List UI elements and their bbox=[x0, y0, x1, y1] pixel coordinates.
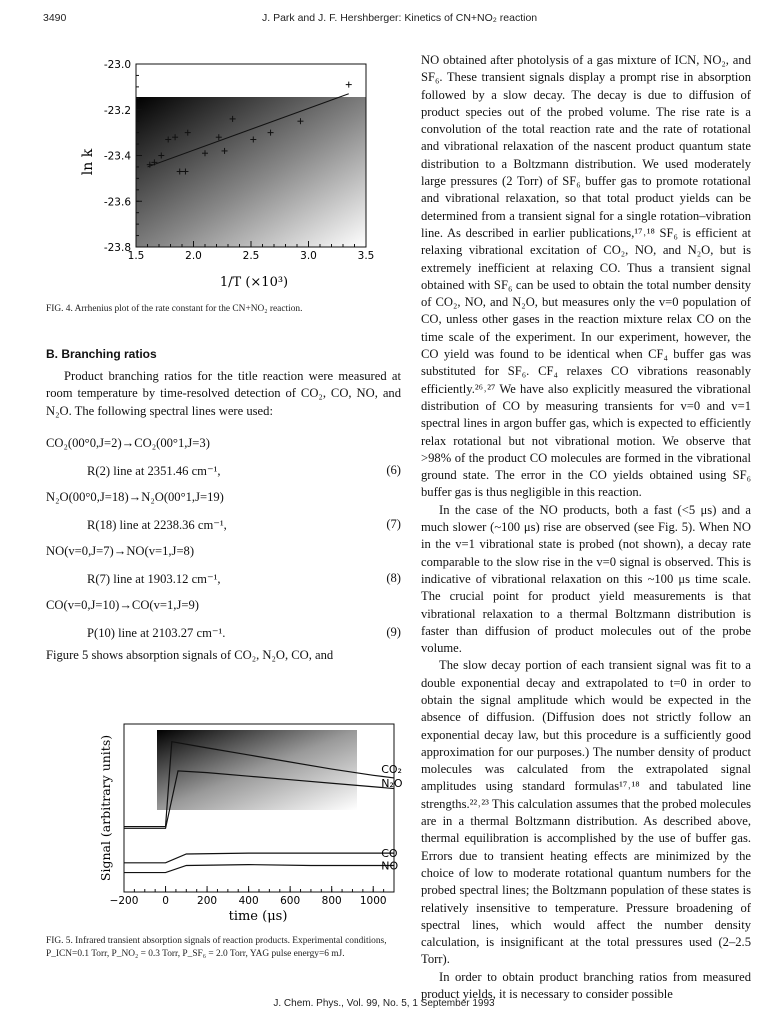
equation-9-reaction: CO(v=0,J=10)→CO(v=1,J=9) bbox=[46, 598, 199, 612]
equation-7: R(18) line at 2238.36 cm⁻¹, (7) bbox=[87, 517, 401, 532]
figure-5-xlabel: time (μs) bbox=[228, 909, 288, 924]
equation-number: (9) bbox=[386, 625, 401, 639]
figure-5-ylabel: Signal (arbitrary units) bbox=[98, 734, 113, 882]
equation-6: R(2) line at 2351.46 cm⁻¹, (6) bbox=[87, 463, 401, 478]
figure-4-ylabel: ln k bbox=[80, 148, 96, 176]
figure-5-gradient-overlay bbox=[157, 730, 357, 810]
x-tick-label: 400 bbox=[238, 895, 259, 907]
series-label: CO₂ bbox=[381, 763, 402, 777]
x-tick-label: 2.0 bbox=[185, 250, 202, 262]
x-tick-label: 0 bbox=[162, 895, 169, 907]
left-paragraph-1: Product branching ratios for the title reaction were measured at room temperature by time-resolved detection of CO₂, CO, NO, and N₂O. The following spectral lines were used: bbox=[46, 369, 401, 418]
equation-8-reaction: NO(v=0,J=7)→NO(v=1,J=8) bbox=[46, 544, 195, 558]
x-tick-label: −200 bbox=[109, 895, 139, 907]
y-tick-label: -23.6 bbox=[103, 196, 131, 209]
right-column bbox=[421, 52, 751, 1003]
equation-number: (6) bbox=[386, 463, 401, 477]
journal-footer: J. Chem. Phys., Vol. 99, No. 5, 1 September 1993 bbox=[273, 998, 495, 1009]
x-tick-label: 1000 bbox=[359, 895, 387, 907]
right-paragraph-2: In the case of the NO products, both a fast (<5 μs) and a much slower (~100 μs) rise are observed (see Fig. 5). When NO in the v=1 vibrational state is probed (not shown), a decay rate comparable to the slow rise in the v=0 signal is observed. This is indicative of vibrational relaxation on this ~100 μs time scale. The crucial point for product yield measurements is that vibrational relaxation to a thermal Boltzmann distribution is faster than diffusion of product molecules out of the probe volume. bbox=[421, 502, 751, 656]
series-label: NO bbox=[381, 859, 399, 873]
section-heading: B. Branching ratios bbox=[46, 347, 157, 361]
equation-7-reaction: N₂O(00°0,J=18)→N₂O(00°1,J=19) bbox=[46, 490, 224, 504]
figure-4-arrhenius-plot bbox=[40, 52, 400, 292]
x-tick-label: 3.5 bbox=[357, 250, 375, 262]
left-column-intro bbox=[46, 368, 401, 420]
x-tick-label: 200 bbox=[197, 895, 218, 907]
x-tick-label: 800 bbox=[321, 895, 342, 907]
equation-number: (7) bbox=[386, 517, 401, 531]
left-paragraph-2: Figure 5 shows absorption signals of CO₂, N₂O, CO, and bbox=[46, 648, 334, 662]
figure-5-transient-signals bbox=[46, 718, 406, 928]
running-head: J. Park and J. F. Hershberger: Kinetics of CN+NO₂ reaction bbox=[262, 12, 538, 24]
x-tick-label: 1.5 bbox=[127, 250, 145, 262]
right-paragraph-4: In order to obtain product branching ratios from measured product yields, it is necessary to consider possible bbox=[421, 969, 751, 1002]
equation-number: (8) bbox=[386, 571, 401, 585]
y-tick-label: -23.4 bbox=[103, 150, 131, 163]
x-tick-label: 2.5 bbox=[242, 250, 260, 262]
right-paragraph-3: The slow decay portion of each transient signal was fit to a double exponential decay and extrapolated to t=0 in order to obtain the signal amplitude which would be expected in the absence of diffusion. (Diffusion does not strictly follow an exponential decay law, but this procedure is a sufficiently good approximation for our purposes.) The number density of product molecules was calculated from the extrapolated signal amplitudes using standard formulas¹⁷˒¹⁸ and tabulated line strengths.²²˒²³ This calculation assumes that the probed molecules are in a thermal Boltzmann distribution. As described above, thermal equilibration is accomplished by the use of buffer gas. Errors due to transient heating effects are minimized by the choice of low to moderate rotational quantum numbers for the probed spectral lines; the Boltzmann population of these states is relatively insensitive to temperature. Pressure broadening of spectral lines, which would affect the number density calculation, is insignificant at the total pressures used (2–2.5 Torr). bbox=[421, 658, 751, 967]
equation-8: R(7) line at 1903.12 cm⁻¹, (8) bbox=[87, 571, 401, 586]
x-tick-label: 600 bbox=[280, 895, 301, 907]
signal-trace bbox=[124, 865, 394, 873]
left-column-tail bbox=[46, 647, 401, 664]
figure-4-caption: FIG. 4. Arrhenius plot of the rate constant for the CN+NO₂ reaction. bbox=[46, 304, 303, 314]
data-point bbox=[346, 82, 352, 88]
equation-9: P(10) line at 2103.27 cm⁻¹. (9) bbox=[87, 625, 401, 640]
figure-5-caption: FIG. 5. Infrared transient absorption signals of reaction products. Experimental conditions, P_ICN=0.1 Torr, P_NO₂ = 0.3 Torr, P_SF₆ = 2.0 Torr, YAG pulse energy=6 mJ. bbox=[46, 936, 387, 959]
figure-4-xlabel: 1/T (×10³) bbox=[219, 275, 289, 290]
right-paragraph-1: NO obtained after photolysis of a gas mixture of ICN, NO₂, and SF₆. These transient signals display a prompt rise in absorption followed by a slow decay. The decay is due to diffusion of product species out of the probed volume. The rise rate is a convolution of the total reaction rate and the rate of rotational and vibrational relaxation of the nascent product quantum state distribution to a Boltzmann distribution. We used moderately large pressures (2 Torr) of SF₆ buffer gas to promote rotational and vibrational relaxation, so that total product yields can be determined from a transient signal for a single rotation–vibration line. As described in earlier publications,¹⁷˒¹⁸ SF₆ is efficient at relaxing vibrational excitation of CO₂, NO, and N₂O, but is extremely inefficient at relaxing CO. Thus a transient signal obtained with SF₆ can be used to obtain the total number density of CO₂, NO, and N₂O, but measures only the v=0 population of CO, unless other gases in the reaction mixture relax CO on the time scale of the experiment. In our experiment, however, the CO yield was found to be identical when CF₄ buffer gas was substituted for SF₆. CF₄ relaxes CO vibrations reasonably efficiently.²⁶˒²⁷ We have also explicitly measured the vibrational distribution of CO by measuring transients for v=0 and v=1 spectral lines in argon buffer gas, which is expected to efficiently relax rotational but not vibrational motion. We observe that >98% of the product CO molecules are formed in the vibrational ground state. The error in the CO yields obtained using SF₆ buffer gas is thus negligible in this reaction. bbox=[421, 53, 751, 500]
signal-trace bbox=[124, 853, 394, 863]
series-label: N₂O bbox=[381, 777, 403, 791]
y-tick-label: -23.2 bbox=[103, 104, 131, 117]
y-tick-label: -23.0 bbox=[103, 59, 131, 71]
equation-6-reaction: CO₂(00°0,J=2)→CO₂(00°1,J=3) bbox=[46, 436, 210, 450]
page-number: 3490 bbox=[43, 12, 67, 24]
series-label: CO bbox=[381, 847, 398, 861]
figure-4-gradient-overlay bbox=[136, 97, 366, 247]
y-tick-label: -23.8 bbox=[103, 242, 131, 254]
x-tick-label: 3.0 bbox=[300, 250, 317, 262]
